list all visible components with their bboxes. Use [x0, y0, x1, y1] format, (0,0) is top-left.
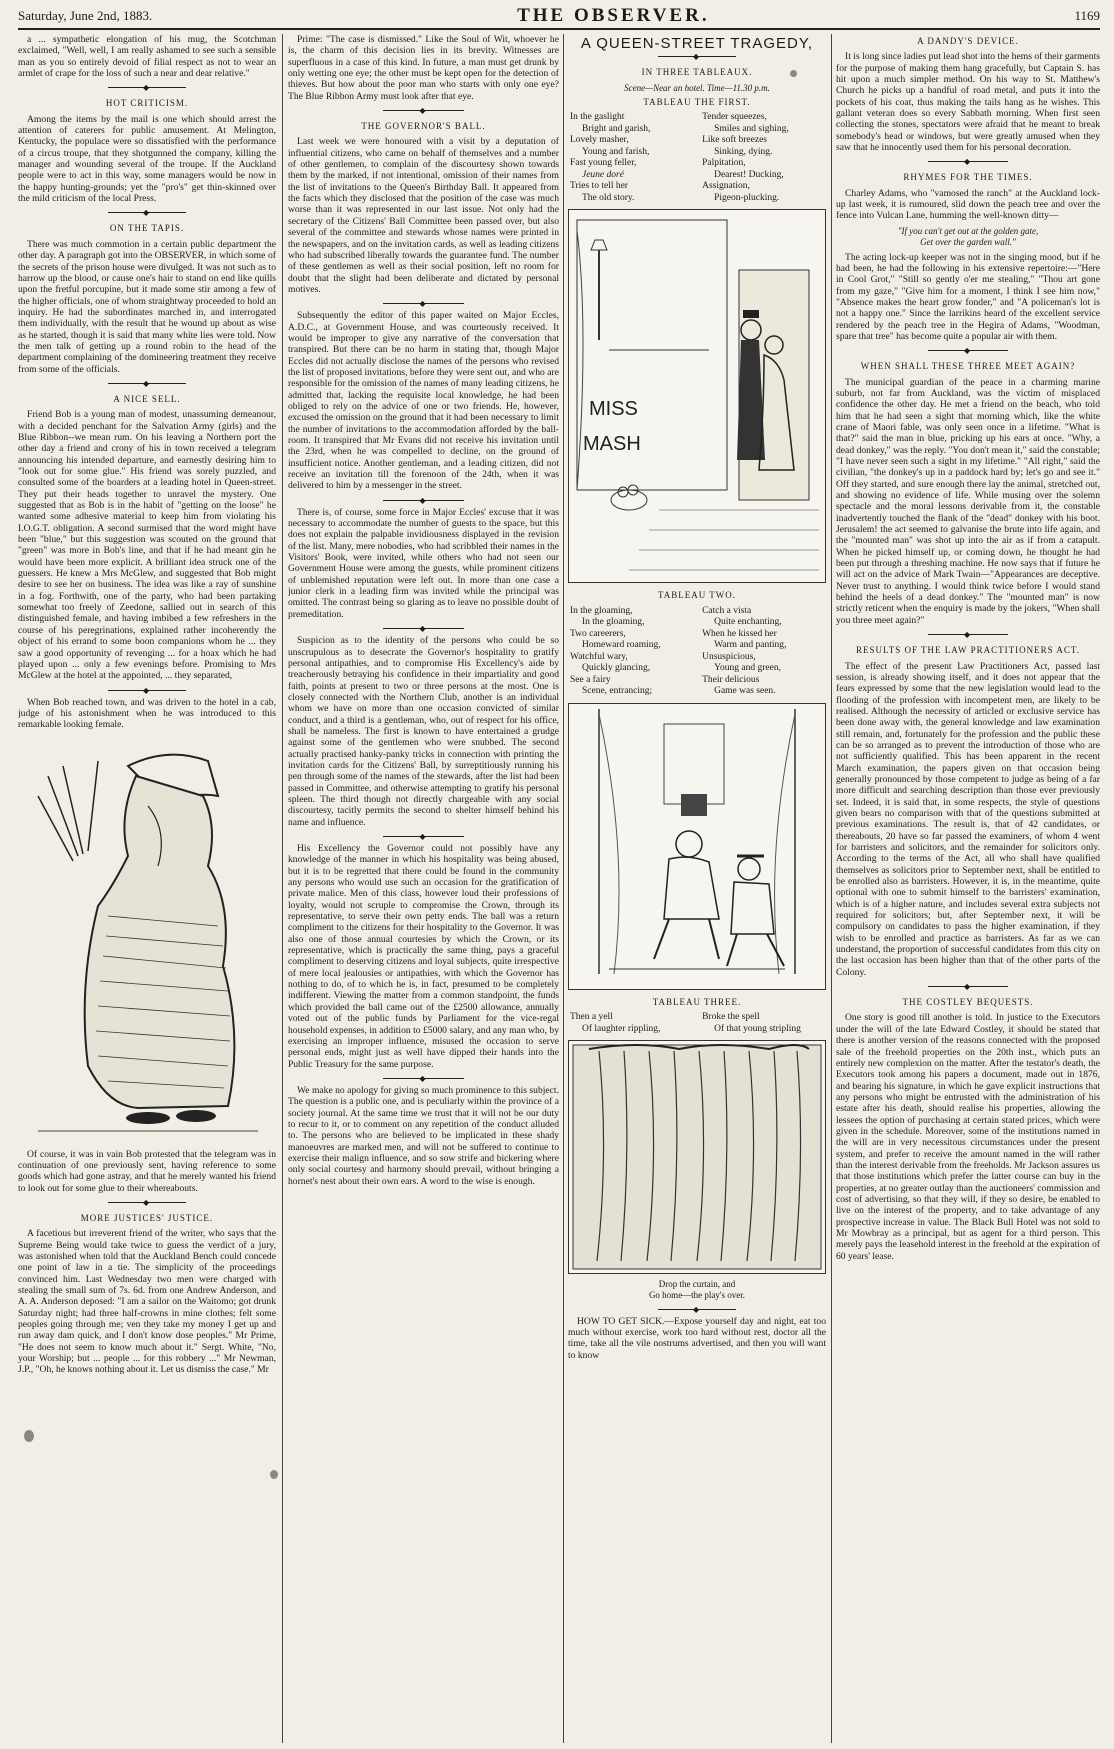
woman-drawing [18, 736, 276, 1144]
article-text: We make no apology for giving so much prominence to this subject. The question is a public one, and is peculiarly within the province of a society journal. At the same time we trust that it will not be our duty to recur to it, or to comment on any repetition of the conduct alluded to. The persons who are believed to be implicated in these shady manoeuvres are marked men, and will not be suffered to continue to exercise their malign influence, and so sow strife and bickering where only social courtesy and harmony should prevail, without bringing a hornet's nest about their own ears. A word to the wise is enough. [288, 1084, 559, 1187]
verse-line: Bright and garish, [582, 123, 651, 134]
verse-line: Tender squeezes, [702, 112, 767, 123]
verse-line: Broke the spell [702, 1012, 760, 1023]
separator [18, 208, 276, 216]
article-text: His Excellency the Governor could not possibly have any knowledge of the manner in which his hospitality was being abused, but it is to be regretted that there could be found in the community any persons who would use such an occasion for the gratification of private malice. Men of this class, however loud their professions of loyalty, would not scruple to compromise the Crown, through its representative, to serve their own petty ends. The ball was a return compliment to the citizens for their hospitality to the Governor. It was also one of those annual courtesies by which the Crown, or its representative, which is practically the same thing, pays a graceful compliment to deserving citizens and loyal subjects, quite irrespective of mere local jealousies or antipathies, with which the Governor has nothing to do, of to which he is, in fact, presumed to be completely indifferent. Viewing the matter from a common standpoint, the funds which provided the ball came out of the £2500 allowance, annually voted out of the public funds by Parliament for the vice-regal household expenses, in addition to £5000 salary, and any man who, by exercising an improper influence, misused the occasion to serve personal ends, might just as well have dipped their hands into the Public Treasury for the same purpose. [288, 843, 559, 1070]
verse-line: Young and farish, [582, 146, 650, 157]
column-4 [836, 34, 1100, 1743]
headline-hot-criticism: HOT CRITICISM. [105, 98, 189, 109]
verse-line: Watchful wary, [570, 651, 628, 662]
verse-line: Quickly glancing, [582, 663, 651, 674]
issue-date: Saturday, June 2nd, 1883. [18, 8, 153, 23]
heading-tableau-two: TABLEAU TWO. [657, 590, 737, 601]
verse-line: Dearest! Ducking, [714, 169, 784, 180]
verse-line: The old story. [582, 192, 635, 203]
article-text: Last week we were honoured with a visit by a deputation of influential citizens, who came on behalf of themselves and a number of other gentlemen, to complain of the discourtesy shown towards them by the marked, if not intentional, omission of their names from the list of invitations to the Queen's Birthday Ball. It appeared from the facts which they disclosed that the position of the case was much worse than it was represented in our last issue. Not only had the secretary of the Citizens' Ball Committee been passed over, but also several of the committee and stewards whose names were printed in the newspapers, and on the invitation cards, as well as leading citizens who had subscribed liberally towards the guarantee fund. The number of these gentlemen as well as their social position, left no room for doubt that the slight had been deliberate and dictated by personal motives. [288, 136, 559, 295]
scene-line: Scene—Near an hotel. Time—11.30 p.m. [624, 82, 770, 93]
headline-rhymes-for-the-times: RHYMES FOR THE TIMES. [903, 172, 1033, 183]
headline-dandys-device: A DANDY'S DEVICE. [917, 36, 1019, 46]
verse-line: In the gloaming, [582, 617, 645, 628]
curtain-line: Drop the curtain, and [658, 1279, 736, 1290]
illustration-veiled-woman [18, 736, 276, 1144]
separator [288, 832, 559, 840]
separator [288, 1074, 559, 1082]
illustration-tableau-two [568, 703, 826, 990]
separator [18, 83, 276, 91]
separator [568, 1305, 826, 1313]
verse-line: In the gloaming, [570, 605, 633, 616]
headline-on-the-tapis: ON THE TAPIS. [109, 223, 185, 234]
quote-line: "If you can't get out at the golden gate, [897, 225, 1039, 236]
article-text: It is long since ladies put lead shot into the hems of their garments for the purpose of making them hang gracefully, but Captain S. has hit upon a much simpler method. On his way to St. Matthew's Church he picks up a handful of road metal, and puts it into the pockets of his coat, thus making the tails hang as he wishes. This gallant veteran does so every Sabbath morning. When first seen collecting the stones, spectators were afraid that he meant to break somebody's head or windows, but were greatly amused when they saw that he innocently used them for his personal decoration. [836, 51, 1100, 154]
column-2 [288, 34, 559, 1743]
verse-line: Two careerers, [570, 628, 626, 639]
headline-law-practitioners-act: RESULTS OF THE LAW PRACTITIONERS ACT. [856, 645, 1080, 656]
verse-tableau-first [570, 112, 824, 204]
heading-tableau-three: TABLEAU THREE. [652, 996, 742, 1007]
verse-line: When he kissed her [702, 628, 777, 639]
paper-title: THE OBSERVER. [517, 5, 710, 26]
verse-line: Jeune doré [582, 169, 624, 180]
verse-line: Smiles and sighing, [714, 123, 789, 134]
heading-tableau-first: TABLEAU THE FIRST. [643, 97, 751, 108]
article-text: One story is good till another is told. In justice to the Executors under the will of the late Edward Costley, it should be stated that there is another version of the reasons connected with the proposed sale of the freehold properties on the 20th inst., which puts an entirely new complexion on the matter. After the testator's death, the Executors took among his papers a document, made out in 1876, and bearing his signature, in which he gave explicit instructions that any persons who might be entrusted with the administration of his estate after his death, should realise his properties, allowing the lessees the option of purchasing at certain stated prices, which were given in the schedule. Moreover, some of the institutions named in the will are in very necessitous circumstances under the present system, and prefer to receive the amount named in the will rather than the interest derivable from the freeholds. Mr Jackson assures us that those institutions which prefer the latter course can buy in the properties, at no greater outlay than the auctioneers' commission and cost of advertising, so that they will, if they so desire, be enabled to live on the interest of the property, and to take advantage of any prospective increase in value. The Black Bull Hotel was not sold to Mr Mowbray as a principal, but as agent for a third person. This merely pays the leasehold interest in the freehold at the expiration of 60 years' lease. [836, 1012, 1100, 1262]
verse-line: Lovely masher, [570, 135, 629, 146]
article-text: A facetious but irreverent friend of the writer, who says that the Supreme Being would take twice to guess the verdict of a jury, was astonished when told that the Auckland Bench could concede one point of law in a tie. The simplicity of the proceedings convinced him. Last Wednesday two men were charged with stealing the small sum of 7s. 6d. from one Andrew Anderson, and A. A. Anderson deposed: "I am a sailor on the Waitomo; got drunk Saturday night; had three half-crowns in mine clothes; felt some peoples going through me; ven they take my money I get up and run away dam quick, and I don't know dose peoples." Mr Prime, "He does not seem to know much about it." Sergt. White, "No, your Worship; but ... people ... for this robbery ..." Mr Newman, J.P., "Oh, he knows nothing about it. Let us dismiss the case." Mr [18, 1228, 276, 1376]
sign-text-mash: MASH [583, 433, 641, 456]
article-text: Prime: "The case is dismissed." Like the Soul of Wit, whoever he is, the charm of this decision lies in its brevity. Witnesses are superfluous in a case of this kind. In future, a man must get drunk by only wetting one eye; the other must be kept open for the detection of thieves. But how about the poor man who starts with only one eye? The Blue Ribbon Army must look after that eye. [288, 34, 559, 102]
verse-line: Their delicious [702, 674, 760, 685]
verse-line: Of laughter rippling, [582, 1023, 661, 1034]
ink-stain [270, 1470, 278, 1479]
separator [288, 496, 559, 504]
headline-a-nice-sell: A NICE SELL. [113, 393, 181, 404]
subheading-three-tableaux: IN THREE TABLEAUX. [641, 67, 753, 78]
verse-line: Then a yell [570, 1012, 613, 1023]
verse-line: Homeward roaming, [582, 640, 661, 651]
article-how-to-get-sick: HOW TO GET SICK.—Expose yourself day and night, eat too much without exercise, work too hard without rest, doctor all the time, take all the vile nostrums advertised, and then you will want to know [568, 1315, 826, 1361]
illustration-tableau-one [568, 209, 826, 583]
verse-line: Scene, entrancing; [582, 686, 653, 697]
verse-line: Pigeon-plucking. [714, 192, 780, 203]
article-text: The municipal guardian of the peace in a charming marine suburb, not far from Auckland, was the victim of misplaced confidence the other day. He met a friend on the beach, who told him that he had seen a sight that morning which, like the white crane of Maori fable, was only seen once in a lifetime. "What is that?" said the man in blue, pricking up his ears at once. "Why, a dead donkey," was the reply. "You don't mean it," said the constable; "I have never seen such a sight in my lifetime." "All right," said the civilian, "the donkey's up in a paddock hard by; let's go and see it." Off they started, and sure enough there lay the animal, stretched out, and showing no evidence of life. While musing over the solemn spectacle and the moral lessons derivable from it, the constable inadvertently touched the flank of the "dead" donkey with his boot. Jerusalem! the act seemed to galvanise the brute into life again, and the "mounted man" was shot up into the air as if from a catapult. When he picked himself up, or coming down, he thought he had been put through a threshing machine. He now says that if future he will act on the advice of Mark Twain—"Appearances are deceptive. Never trust to anything. I would think twice before I would stand behind the heels of a dead donkey." The "mounted man" is now strictly reticent when the enquiry is made by the jokers, "When shall you three meet again?" [836, 376, 1100, 626]
verse-tableau-three [570, 1012, 824, 1035]
column-rule [563, 34, 564, 1743]
verse-line: Warm and panting, [714, 640, 787, 651]
article-text: Charley Adams, who "vamosed the ranch" at the Auckland lock-up last week, it is rumoured, slid down the peach tree and over the fence into Vulcan Lane, humming the well-known ditty— [836, 187, 1100, 222]
article-text: Suspicion as to the identity of the persons who could be so unscrupulous as to desecrate the Governor's hospitality to gratify personal antipathies, and to compromise His Excellency's aide by treacherously betraying his confidence in their impartiality and good faith, points at present to two or three persons at the most. One is closely connected with the Northern Club, another is an individual whom we have on more than one occasion convicted of similar conduct, and a third is a gentleman, who, out of respect for his office, shall be nameless. The first is known to have entertained a grudge against some of the gentlemen who were snubbed. The second actually practised hanky-panky tricks in connection with printing the invitation cards for the Citizens' Ball, by surreptitiously running his pen through some of the names of the stewards, after the list had been passed in Committee, and otherwise attempting to gratify his personal spleen. The third though not directly chargeable with any social discourtesy, tacitly permits the second to shelter himself behind his name and influence. [288, 635, 559, 828]
verse-line: Fast young feller, [570, 158, 637, 169]
article-text: a ... sympathetic elongation of his mug, the Scotchman exclaimed, "Well, well, I am really ashamed to see such a sensible man as you so entirely devoid of filial respect as not to wear an armlet of crape for the loss of such a near and dear relative." [18, 34, 276, 80]
curtain-line: Go home—the play's over. [648, 1290, 746, 1301]
verse-line: Quite enchanting, [714, 617, 782, 628]
separator [836, 157, 1100, 165]
verse-line: Palpitation, [702, 158, 746, 169]
quote-line: Get over the garden wall." [920, 237, 1016, 248]
article-text: There is, of course, some force in Major Eccles' excuse that it was necessary to accommodate the number of guests to the space, but this does not explain the palpable invidiousness displayed in the revision of the list. Many, mere nobodies, who had scribbled their names in the Visitors' Book, were invited, while others who had not seen our Government House were among the guests, while prominent citizens of unblemished reputation were left out. In more than one case a junior clerk in a leading firm was invited while the principal was omitted. The contrast being so glaring as to leave no possible doubt of premeditation. [288, 506, 559, 620]
ink-stain [790, 70, 797, 77]
couple-drawing [569, 210, 825, 582]
verse-line: See a fairy [570, 674, 611, 685]
separator [288, 624, 559, 632]
separator [568, 52, 826, 60]
headline-governors-ball: THE GOVERNOR'S BALL. [361, 121, 486, 132]
verse-tableau-two [570, 606, 824, 698]
verse-line: Game was seen. [714, 686, 776, 697]
verse-line: Unsuspicious, [702, 651, 756, 662]
column-1 [18, 34, 276, 1743]
article-text: There was much commotion in a certain public department the other day. A paragraph got into the OBSERVER, in which some of the secrets of the prison house were divulged. It was not such as to harrow up the blood, or cause one's hair to stand on end like quills upon the fretful porcupine, but it made some stir among a few of the higher officials, one of whom straightway proceeded to hold an inquiry. He had the subordinates marched in, and interrogated them individually, with the result that he wound up about as wise as he started, though it is said that many white lies were told. Now the men talk of getting up a round robin to the head of the department complaining of the domineering treatment they receive from some of the officials. [18, 238, 276, 375]
two-men-drawing [569, 704, 825, 989]
verse-line: Tries to tell her [570, 181, 628, 192]
headline-more-justices-justice: MORE JUSTICES' JUSTICE. [80, 1212, 214, 1223]
separator [836, 346, 1100, 354]
article-text: Of course, it was in vain Bob protested that the telegram was in continuation of one previously sent, having reference to some goods which had gone astray, and that he merely wanted his friend to look out for some glue to their whereabouts. [18, 1148, 276, 1194]
sign-text-miss: MISS [589, 398, 638, 421]
column-rule [831, 34, 832, 1743]
verse-line: Of that young stripling [714, 1023, 801, 1034]
verse-line: Sinking, dying. [714, 146, 773, 157]
headline-when-shall-these-three-meet: WHEN SHALL THESE THREE MEET AGAIN? [860, 361, 1076, 372]
page-number: 1169 [1074, 8, 1100, 23]
masthead [18, 4, 1100, 30]
article-text: The acting lock-up keeper was not in the singing mood, but if he had been, he had the following in his extensive repertoire:—"Here in Cool Grot," "Still so gently o'er me stealing," "Thou art gone from my gaze," "Give him for a moment, I think I see him now," "Absence makes the heart grow fonder," and "A policeman's lot is not a happy one." Since the larrikins heard of the excellent service rendered by the peach tree in the Hegira of Adams, "Woodman, spare that tree" has become quite a popular air with them. [836, 251, 1100, 342]
article-text: When Bob reached town, and was driven to the hotel in a cab, judge of his astonishment when he was introduced to this remarkable looking female. [18, 696, 276, 731]
verse-line: In the gaslight [570, 112, 625, 123]
verse-line: Like soft breezes [702, 135, 767, 146]
article-text: Friend Bob is a young man of modest, unassuming demeanour, with a decided penchant for the Salvation Army (girls) and the Blue Ribbon--we mean rum. On his leaving a Northern port the other day a friend and crony of his in town received a telegram announcing his intended departure, and earnestly desiring him to "look out for some glue." His friend was sorely puzzled, and consulted some of the boarders at a leading hotel in Queen-street. They put their heads together to unravel the mystery. One suggested that as Bob is in the habit of "getting on the loose" he wanted some adhesive material to keep him from violating his I.O.G.T. obligation. A second surmised that the word might have been "blue," but this suggestion was scouted on the ground that "green" was more in Bob's line, and that if he had meant gin he would have been more explicit. A brilliant idea struck one of the guessers. He knew a Mrs McGlew, and suggested that Bob might desire to see her on business. The idea was like a ray of sunshine in a fog. Forthwith, one of the party, who had been partaking somewhat too freely of Zeedone, sallied out in search of this distinguished female, and having imbibed a few refreshers in the course of his peregrinations, explained rather incoherently the object of his errand to some boon companions whom he ... they saw a good opportunity of revenging ... for a hoax which he had played upon ... only a few evenings before. Promising to Mrs McGlew at the hotel at the appointed, ... they separated, [18, 409, 276, 682]
article-text: The effect of the present Law Practitioners Act, passed last session, is already showing itself, and it does not appear that the fears expressed by some that the new legislation would lead to the flooding of the profession with incompetent men, are likely to be realised. Although the necessity of articled or exclusive service has been done away with, the general knowledge and law examination still remain, and, fortunately for the profession and the public these can be so arranged as to prevent the introduction of those who are not sufficiently qualified. This has been apparent in the recent March examination, the papers given on that occasion being generally pronounced by those competent to judge as being of a far more difficult and searching description than those ever previously set. Indeed, it is said that, in some respects, the style of questions given bears no comparison with that of the questions submitted at previous examinations. The result is, that of 42 candidates, or thereabouts, 20 have so far passed the examiners, of whom 4 went for barristers and solicitors, and the remainder for solicitors only. According to the terms of the Act, all who shall have qualified themselves as solicitors prior to September next, shall be entitled to be enrolled also as barristers. However, it is, in the meantime, quite optional with one to submit himself to the barristers' examination, which is of a higher nature, and includes several extra subjects not required for solicitors; but, after September next, it will be compulsory on candidates to pass the higher examination, if they wish to be enrolled and practice as barristers. As far as we can understand, the proportion of successful candidates from this city on the last occasion has been higher than that of the other parts of the Colony. [836, 660, 1100, 978]
headline-queen-street-tragedy: A QUEEN-STREET TRAGEDY, [580, 35, 814, 52]
verse-line: Young and green, [714, 663, 781, 674]
illustration-tableau-three [568, 1040, 826, 1274]
ink-stain [24, 1430, 34, 1442]
verse-line: Assignation, [702, 181, 750, 192]
separator [288, 299, 559, 307]
column-3 [568, 34, 826, 1743]
column-rule [282, 34, 283, 1743]
separator [18, 1198, 276, 1206]
separator [288, 106, 559, 114]
article-text: Among the items by the mail is one which should arrest the attention of caterers for public amusement. At Melington, Kentucky, the populace were so dissatisfied with the performance of a circus troupe, that they shotgunned the company, killing the manager and wounding several of the troupe. If the Auckland people were to act in this way, some managers would be now in the happy hunting-grounds; yet the "pro's" get thin-skinned over the mild criticism of the local Press. [18, 113, 276, 205]
separator [836, 982, 1100, 990]
article-text: Subsequently the editor of this paper waited on Major Eccles, A.D.C., at Government House, and was courteously received. It would be improper to give any narrative of the conversation that transpired. But there can be no harm in stating that, though Major Eccles did not actually disclose the names of the persons who revised the list of proposed invitations, before they were sent out, and who are responsible for the omission of the names of many leading citizens, he admitted that, lacking the requisite local knowledge, he had been obliged to rely on the advice of one or two friends. He, however, excused the omission on the ground that it had been necessary to limit the number of invitations to the accommodation afforded by the ball-room. It transpired that Mr Evans did not receive his invitation until the 23rd, when he was compelled to decline, on the ground of insufficient notice. Another gentleman, and a leading citizen, did not receive an invitation till the forenoon of the 24th, when it was delivered to him by a messenger in the street. [288, 310, 559, 492]
verse-line: Catch a vista [702, 605, 752, 616]
headline-costley-bequests: THE COSTLEY BEQUESTS. [902, 997, 1034, 1008]
separator [18, 686, 276, 694]
separator [18, 379, 276, 387]
curtain-drawing [569, 1041, 825, 1273]
separator [836, 630, 1100, 638]
